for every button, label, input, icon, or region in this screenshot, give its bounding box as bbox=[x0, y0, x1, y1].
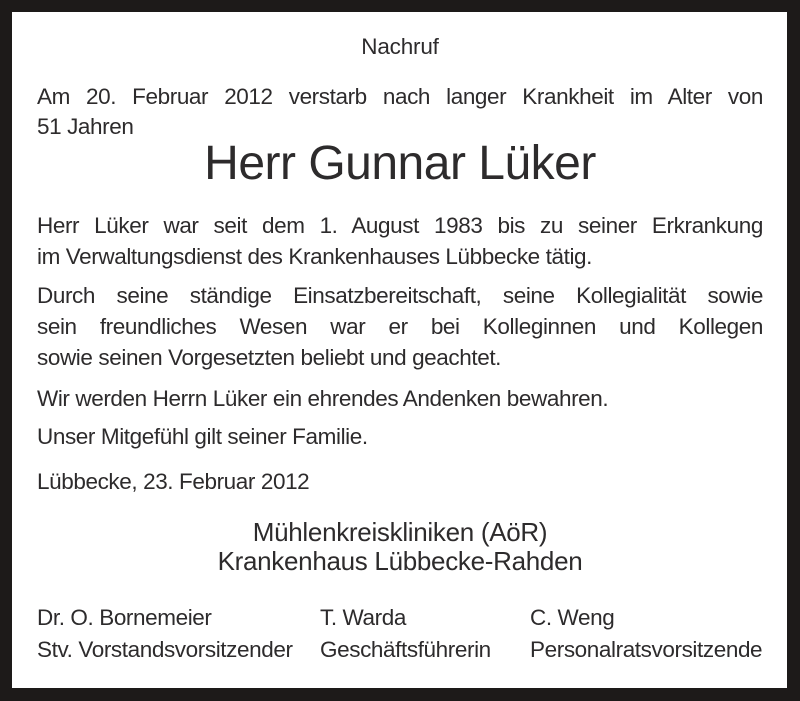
paragraph-character bbox=[37, 280, 763, 373]
deceased-name: Herr Gunnar Lüker bbox=[204, 137, 596, 190]
paragraph-service-line-1: Herr Lüker war seit dem 1. August 1983 bis zu seiner Erkrankung bbox=[37, 213, 763, 238]
paragraph-service bbox=[37, 210, 763, 272]
paragraph-service-line-2: im Verwaltungsdienst des Krankenhauses Lübbecke tätig. bbox=[37, 244, 593, 269]
signature-3 bbox=[530, 602, 763, 666]
organization-block bbox=[37, 518, 763, 576]
signature-3-name: C. Weng bbox=[530, 605, 615, 630]
signature-1-name: Dr. O. Bornemeier bbox=[37, 605, 212, 630]
signature-block bbox=[37, 602, 763, 666]
intro-line-2: 51 Jahren bbox=[37, 114, 134, 139]
paragraph-remembrance: Wir werden Herrn Lüker ein ehrendes Andenken bewahren. bbox=[37, 386, 609, 411]
signature-1-role: Stv. Vorstandsvorsitzender bbox=[37, 637, 293, 662]
signature-3-role: Personalratsvorsitzende bbox=[530, 637, 763, 662]
notice-header: Nachruf bbox=[361, 34, 439, 59]
signature-2 bbox=[320, 602, 530, 666]
paragraph-character-line-3: sowie seinen Vorgesetzten beliebt und geachtet. bbox=[37, 345, 502, 370]
organization-hospital: Krankenhaus Lübbecke-Rahden bbox=[217, 546, 583, 576]
signature-2-role: Geschäftsführerin bbox=[320, 637, 491, 662]
organization-name: Mühlenkreiskliniken (AöR) bbox=[252, 517, 548, 547]
signature-1 bbox=[37, 602, 320, 666]
intro-line-1: Am 20. Februar 2012 verstarb nach langer Krankheit im Alter von bbox=[37, 84, 763, 109]
dateline: Lübbecke, 23. Februar 2012 bbox=[37, 469, 310, 494]
obituary-sheet bbox=[12, 12, 787, 688]
paragraph-character-line-1: Durch seine ständige Einsatzbereitschaft, seine Kollegialität sowie bbox=[37, 283, 763, 308]
signature-2-name: T. Warda bbox=[320, 605, 406, 630]
paragraph-character-line-2: sein freundliches Wesen war er bei Kolleginnen und Kollegen bbox=[37, 314, 763, 339]
intro-paragraph bbox=[37, 82, 763, 142]
paragraph-condolence: Unser Mitgefühl gilt seiner Familie. bbox=[37, 424, 368, 449]
